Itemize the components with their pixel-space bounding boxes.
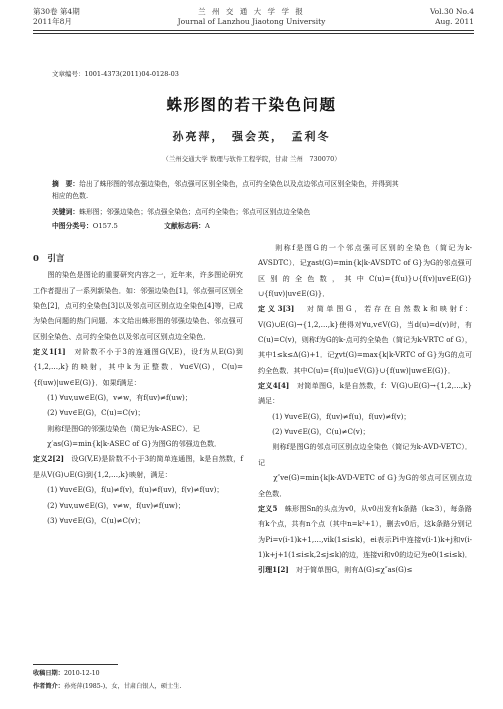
classification-block <box>52 220 452 232</box>
paragraph <box>258 301 472 378</box>
paragraph <box>258 409 472 424</box>
received-value: 2010-12-10 <box>63 670 100 677</box>
paragraph-text: 图的染色是图论的重要研究内容之一，近年来，许多图论研究工作者提出了一系列新染色．如：邻强边染色[1]，邻点强可区别全染色[2]，点可约全染色[3]以及邻点可区别点边全染色[4]等，已成为染色问题的热门问题．本文给出蛛形图的邻强边染色、邻点强可区别全染色、点可约全染色以及邻点可区别点边全染色． <box>33 270 243 341</box>
paragraph <box>258 470 472 501</box>
paragraph <box>33 451 243 482</box>
abstract-block <box>52 178 452 202</box>
paragraph-text: 则称f是图G的邻强边染色（简记为k-ASEC）．记 <box>33 423 200 433</box>
abstract-line <box>52 178 452 190</box>
paragraph <box>258 439 472 470</box>
paragraph-text: (3) ∀uv∈E(G)，C(u)≠C(v)； <box>33 515 145 525</box>
paragraph <box>33 267 243 344</box>
definition-label: 定义1[1] <box>33 347 66 357</box>
definition-label: 引理1[2] <box>258 565 289 575</box>
journal-volume-en: Vol.30 No.4 <box>429 7 474 16</box>
paragraph <box>33 405 243 420</box>
paragraph-text: 蛛形图Sn的头点为v0，从v0出发有k条路（k≥3），每条路有k个点，共有n个点（其中n=k²+1），删去v0后，这k条路分别记为Pi=v(i-1)k+1,…,vik(1≤i≤k)，ei表示Pi中连接v(i-1)k+j和v(i-1)k+j+1(1≤i≤k,2≤j≤k)的边，连接vi和v0的边记为e0(1≤i≤k)． <box>258 503 472 559</box>
article-id: 文章编号：1001-4373(2011)04-0128-03 <box>52 70 179 78</box>
doc-code-label: 文献标志码： <box>164 222 205 230</box>
paragraph <box>33 482 243 497</box>
paragraph-text: χ′as(G)=min{k|k-ASEC of G}为图G的邻强边色数． <box>33 439 222 449</box>
paragraph-text: (1) ∀uv∈E(G)，f(u)≠f(v)，f(u)≠f(uv)，f(v)≠f(uv)； <box>33 485 224 495</box>
paragraph-text: χ″ve(G)=min{k|k-AVD-VETC of G}为G的邻点可区别点边全色数． <box>258 473 472 498</box>
paragraph <box>258 240 472 301</box>
paragraph-text: 则称f是图G的一个邻点强可区别的全染色（简记为k-AVSDTC）．记χast(G)=min{k|k-AVSDTC of G}为G的邻点强可区别的全色数，其中C(u)={f(u)}∪{f(v)|uv∈E(G)}∪{f(uv)|uv∈E(G)}． <box>258 243 472 299</box>
paragraph <box>33 390 243 405</box>
left-column <box>33 252 243 528</box>
classification-label: 中图分类号： <box>52 222 93 230</box>
paragraph <box>258 501 472 562</box>
journal-date-en: Aug. 2011 <box>435 17 474 26</box>
paragraph <box>258 424 472 439</box>
keywords-label: 关键词： <box>52 208 80 216</box>
paragraph-text: 设G(V,E)是阶数不小于3的简单连通图，k是自然数，f是从V(G)∪E(G)到{1,2,…,k}映射，满足： <box>33 454 244 479</box>
paragraph <box>33 421 243 436</box>
paragraph <box>33 498 243 513</box>
paragraph-text: 对简单图G，若存在自然数k和映射f：V(G)∪E(G)→{1,2,…,k}使得对∀u,v∈V(G)，当d(u)=d(v)时，有C(u)=C(v)，则称f为G的k-点可约全染色（简记为k-VRTC of G），其中1≤k≤Δ(G)+1．记χvt(G)=max{k|k-VRTC of G}为G的点可约全色数．其中C(u)={f(u)|u∈V(G)}∪{f(uw)|uw∈E(G)}． <box>258 304 472 375</box>
keywords-text: 蛛形图；邻强边染色；邻点强全染色；点可约全染色；邻点可区别点边全染色 <box>79 208 311 216</box>
definition-label: 定义2[2] <box>33 454 65 464</box>
paragraph <box>258 378 472 409</box>
paragraph <box>33 513 243 528</box>
paragraph <box>33 344 243 390</box>
right-column <box>258 240 472 578</box>
definition-label: 定义5 <box>258 503 278 513</box>
paragraph-text: 对阶数不小于3的连通图G(V,E)，设f为从E(G)到{1,2,…,k}的映射，其中k为正整数．∀u∈V(G)，C(u)={f(uw)|uw∈E(G)}．如果f满足： <box>33 347 243 387</box>
journal-date: 2011年8月 <box>33 17 72 26</box>
header-rule-thick <box>33 30 474 31</box>
abstract-line: 相应的色数. <box>52 192 89 200</box>
paper-affiliation: （兰州交通大学 数理与软件工程学院，甘肃 兰州 730070） <box>162 155 341 163</box>
paragraph-text: 对于简单图G，则有Δ(G)≤χ″as(G)≤ <box>288 565 413 575</box>
definition-label: 定义4[4] <box>258 381 290 391</box>
journal-name-en: Journal of Lanzhou Jiaotong University <box>177 17 326 26</box>
paper-title: 蛛形图的若干染色问题 <box>166 95 337 114</box>
paragraph <box>33 436 243 451</box>
abstract-text-1: 给出了蛛形图的邻点强边染色，邻点强可区别全染色，点可约全染色以及点边邻点可区别全染色，并得到其 <box>79 180 399 188</box>
paragraph-text: 对简单图G，k是自然数，f：V(G)∪E(G)→{1,2,…,k}满足： <box>258 381 472 406</box>
section-heading: 0 引言 <box>33 254 65 264</box>
paragraph-text: (2) ∀uv,uw∈E(G)，v≠w，f(uv)≠f(uw)； <box>33 500 185 510</box>
paragraph-text: (2) ∀uv∈E(G)，C(u)=C(v)； <box>33 408 145 418</box>
author-bio-value: 孙亮萍(1985-)，女，甘肃白银人，硕士生. <box>63 683 182 690</box>
paragraph-text: (1) ∀uv,uw∈E(G)，v≠w，有f(uv)≠f(uw)； <box>33 393 192 403</box>
keywords-block <box>52 206 452 218</box>
classification-value: O157.5 <box>92 222 118 230</box>
paragraph-text: (1) ∀uv∈E(G)，f(uv)≠f(u)，f(uv)≠f(v)； <box>258 411 411 421</box>
author-bio-label: 作者简介： <box>33 683 64 690</box>
definition-label: 定义3[3] <box>258 304 295 314</box>
paper-authors: 孙亮萍， 强会英， 孟利冬 <box>172 130 331 143</box>
journal-volume: 第30卷 第4期 <box>33 7 80 16</box>
paragraph-text: (2) ∀uv∈E(G)，C(u)≠C(v)； <box>258 427 370 437</box>
footnote-rule <box>33 664 118 665</box>
paragraph-text: 则称f是图G的邻点可区别点边全染色（简记为k-AVD-VETC）．记 <box>258 442 472 467</box>
doc-code-value: A <box>204 222 210 230</box>
received-label: 收稿日期： <box>33 670 64 677</box>
received-date <box>33 668 100 680</box>
author-bio <box>33 681 181 693</box>
abstract-label: 摘 要： <box>52 180 80 188</box>
paragraph <box>258 562 472 577</box>
header-rule-thin <box>33 33 474 34</box>
journal-name-cn: 兰 州 交 通 大 学 学 报 <box>198 7 305 16</box>
